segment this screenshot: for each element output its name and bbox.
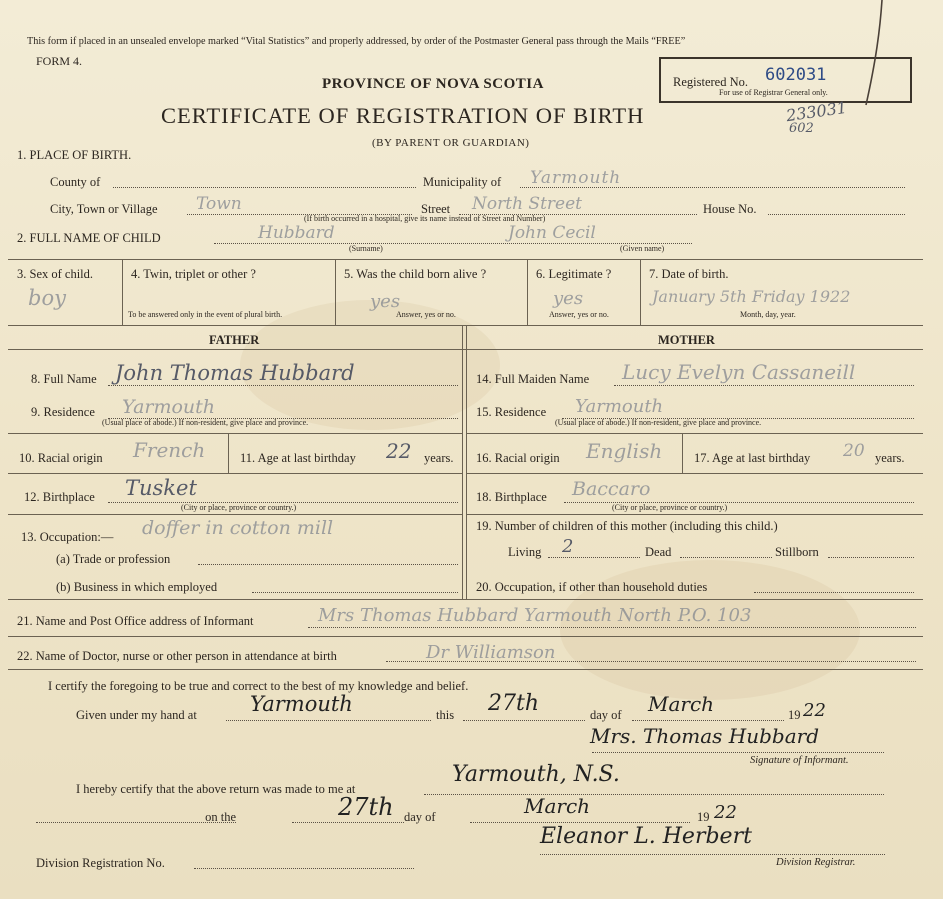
rule — [466, 514, 923, 515]
registrar-signature-line — [540, 854, 885, 855]
registrar-month: March — [524, 794, 591, 818]
registrar-year: 22 — [714, 802, 737, 823]
informant-signature: Mrs. Thomas Hubbard — [590, 724, 820, 748]
division-registration-line — [194, 868, 414, 869]
form-number: FORM 4. — [36, 54, 83, 68]
city-label: City, Town or Village — [50, 202, 158, 216]
living-label: Living — [508, 545, 542, 559]
rule — [466, 473, 923, 474]
mother-birthplace-note: (City or place, province or country.) — [612, 503, 728, 512]
legitimate-note: Answer, yes or no. — [549, 310, 609, 319]
certification-statement: I certify the foregoing to be true and correct to the best of my knowledge and belief. — [48, 679, 469, 693]
rule — [335, 259, 336, 325]
father-name-label: 8. Full Name — [31, 372, 97, 386]
father-name-value: John Thomas Hubbard — [115, 361, 355, 385]
registrar-statement: I hereby certify that the above return was made to me at — [76, 782, 356, 796]
hospital-note: (If birth occurred in a hospital, give its name instead of Street and Number) — [304, 214, 546, 223]
registrar-day: 27th — [338, 793, 394, 821]
sex-label: 3. Sex of child. — [17, 267, 94, 281]
given-place-line — [226, 720, 431, 721]
day-of-label: day of — [590, 708, 622, 722]
registrar-place-value: Yarmouth, N.S. — [452, 762, 620, 787]
rule — [640, 259, 641, 325]
rule — [122, 259, 123, 325]
living-value: 2 — [562, 536, 574, 557]
sex-value: boy — [28, 286, 66, 310]
father-residence-note: (Usual place of abode.) If non-resident, give place and province. — [102, 418, 309, 427]
doctor-value: Dr Williamson — [426, 642, 556, 663]
rule — [8, 599, 923, 600]
mother-age-label: 17. Age at last birthday — [694, 451, 811, 465]
mother-occupation-line — [754, 592, 914, 593]
year-prefix: 19 — [788, 708, 801, 722]
rule — [8, 349, 923, 350]
stillborn-line — [828, 557, 914, 558]
month-line — [632, 720, 784, 721]
margin-number: 233031 — [784, 97, 849, 126]
certification-day: 27th — [488, 691, 540, 716]
mother-name-value: Lucy Evelyn Cassaneill — [622, 360, 856, 384]
registrar-place-line — [424, 794, 884, 795]
alive-value: yes — [370, 291, 401, 312]
county-label: County of — [50, 175, 101, 189]
informant-value: Mrs Thomas Hubbard Yarmouth North P.O. 103 — [318, 605, 752, 626]
rule — [682, 433, 683, 473]
county-line — [113, 187, 416, 188]
registrar-signature: Eleanor L. Herbert — [540, 824, 752, 849]
rule — [8, 259, 923, 260]
father-birthplace-label: 12. Birthplace — [24, 490, 95, 504]
mother-residence-note: (Usual place of abode.) If non-resident, give place and province. — [555, 418, 762, 427]
alive-note: Answer, yes or no. — [396, 310, 456, 319]
father-racial-value: French — [133, 438, 206, 462]
rule — [228, 433, 229, 473]
mother-racial-label: 16. Racial origin — [476, 451, 560, 465]
province-heading: PROVINCE OF NOVA SCOTIA — [322, 76, 544, 92]
rule — [466, 433, 923, 434]
children-count-label: 19. Number of children of this mother (including this child.) — [476, 519, 778, 533]
child-given-name: John Cecil — [508, 223, 596, 243]
rule — [8, 433, 462, 434]
business-line — [252, 592, 458, 593]
mother-racial-value: English — [586, 439, 663, 463]
dead-label: Dead — [645, 545, 672, 559]
father-residence-value: Yarmouth — [122, 396, 216, 418]
registrar-month-line — [470, 822, 690, 823]
mailing-notice: This form if placed in an unsealed envelope marked “Vital Statistics” and properly addressed, by order of the Postmaster General pass through the Mails “FREE” — [27, 36, 686, 47]
twin-label: 4. Twin, triplet or other ? — [131, 267, 256, 281]
mother-name-line — [614, 385, 914, 386]
informant-line — [308, 627, 916, 628]
father-age-label: 11. Age at last birthday — [240, 451, 356, 465]
father-racial-label: 10. Racial origin — [19, 451, 103, 465]
given-name-caption: (Given name) — [620, 244, 665, 253]
mother-heading: MOTHER — [658, 333, 715, 347]
mother-years-label: years. — [875, 451, 905, 465]
registered-note: For use of Registrar General only. — [719, 88, 828, 97]
street-label: Street — [421, 202, 451, 216]
column-divider — [466, 325, 467, 599]
signature-caption: Signature of Informant. — [750, 755, 849, 766]
certification-year: 22 — [803, 700, 826, 721]
surname-caption: (Surname) — [349, 244, 383, 253]
signature-line — [592, 752, 884, 753]
child-name-label: 2. FULL NAME OF CHILD — [17, 231, 161, 245]
division-registration-label: Division Registration No. — [36, 856, 165, 870]
mother-residence-value: Yarmouth — [575, 396, 664, 417]
registrar-caption: Division Registrar. — [776, 857, 856, 868]
place-of-birth-heading: 1. PLACE OF BIRTH. — [17, 148, 132, 162]
father-birthplace-note: (City or place, province or country.) — [181, 503, 297, 512]
father-name-line — [108, 385, 458, 386]
twin-note: To be answered only in the event of plural birth. — [128, 310, 283, 319]
dob-note: Month, day, year. — [740, 310, 796, 319]
mother-birthplace-value: Baccaro — [572, 478, 651, 500]
stillborn-label: Stillborn — [775, 545, 819, 559]
alive-label: 5. Was the child born alive ? — [344, 267, 487, 281]
margin-pen-stroke — [858, 0, 888, 110]
certificate-title: CERTIFICATE OF REGISTRATION OF BIRTH — [161, 103, 645, 128]
father-occupation-label: 13. Occupation:— — [21, 530, 114, 544]
mother-occupation-label: 20. Occupation, if other than household duties — [476, 580, 708, 594]
given-label: Given under my hand at — [76, 708, 197, 722]
rule — [527, 259, 528, 325]
rule — [8, 473, 462, 474]
mother-residence-label: 15. Residence — [476, 405, 547, 419]
dob-value: January 5th Friday 1922 — [652, 287, 851, 306]
registrar-day-of-label: day of — [404, 810, 436, 824]
dob-label: 7. Date of birth. — [649, 267, 729, 281]
certification-month: March — [648, 692, 715, 716]
column-divider — [462, 325, 463, 599]
father-years-label: years. — [424, 451, 454, 465]
father-residence-label: 9. Residence — [31, 405, 95, 419]
margin-number-2: 602 — [789, 121, 814, 136]
father-birthplace-value: Tusket — [125, 476, 197, 500]
mother-name-label: 14. Full Maiden Name — [476, 372, 590, 386]
registrar-year-prefix: 19 — [697, 810, 710, 824]
municipality-value: Yarmouth — [530, 168, 622, 188]
father-heading: FATHER — [209, 333, 260, 347]
mother-birthplace-label: 18. Birthplace — [476, 490, 547, 504]
father-age-value: 22 — [386, 439, 412, 463]
this-label: this — [436, 708, 455, 722]
on-the-line — [36, 822, 236, 823]
on-the-label: on the — [205, 810, 236, 824]
mother-age-value: 20 — [843, 441, 865, 461]
registered-value: 602031 — [765, 65, 827, 85]
dead-line — [680, 557, 772, 558]
street-value: North Street — [472, 194, 582, 214]
living-line — [548, 557, 640, 558]
business-label: (b) Business in which employed — [56, 580, 218, 594]
certificate-subtitle: (BY PARENT OR GUARDIAN) — [372, 137, 530, 149]
house-label: House No. — [703, 202, 757, 216]
doctor-label: 22. Name of Doctor, nurse or other person in attendance at birth — [17, 649, 337, 663]
day-line — [463, 720, 585, 721]
city-value: Town — [196, 194, 242, 214]
municipality-label: Municipality of — [423, 175, 502, 189]
registered-label: Registered No. — [673, 75, 748, 89]
rule — [8, 669, 923, 670]
child-surname: Hubbard — [258, 223, 335, 243]
rule — [8, 514, 462, 515]
registrar-day-line — [292, 822, 404, 823]
trade-label: (a) Trade or profession — [56, 552, 171, 566]
trade-line — [198, 564, 458, 565]
given-place-value: Yarmouth — [250, 692, 353, 716]
legitimate-label: 6. Legitimate ? — [536, 267, 612, 281]
informant-label: 21. Name and Post Office address of Informant — [17, 614, 254, 628]
father-occupation-value: doffer in cotton mill — [142, 517, 334, 539]
house-line — [768, 214, 905, 215]
rule — [8, 636, 923, 637]
legitimate-value: yes — [553, 288, 584, 309]
